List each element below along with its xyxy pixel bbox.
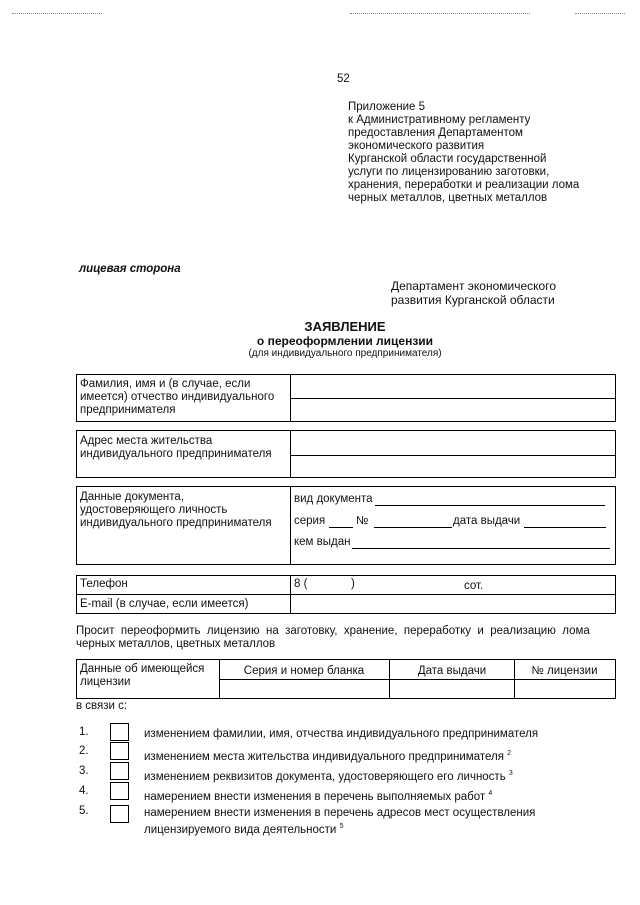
reason-text: изменением реквизитов документа, удостоверяющего его личность $^3$ bbox=[144, 770, 513, 783]
document-label: Данные документа, удостоверяющего личность индивидуального предпринимателя bbox=[80, 491, 272, 529]
fio-input[interactable] bbox=[292, 376, 612, 419]
addressee-line: развития Курганской области bbox=[391, 293, 555, 307]
reason-number: 5. bbox=[79, 805, 89, 817]
appendix-line: предоставления Департаментом bbox=[348, 127, 523, 139]
license-number-input[interactable] bbox=[516, 681, 612, 696]
title-sub: о переоформлении лицензии bbox=[256, 334, 434, 348]
contact-inner-line bbox=[76, 594, 615, 595]
doc-issued-field[interactable] bbox=[352, 548, 610, 549]
address-divider bbox=[290, 430, 291, 477]
fio-label: Фамилия, имя и (в случае, если имеется) отчество индивидуального предпринимателя bbox=[80, 378, 275, 416]
doc-series-field[interactable] bbox=[329, 527, 353, 528]
appendix-line: экономического развития bbox=[348, 140, 485, 152]
doc-number-label: № bbox=[356, 515, 369, 527]
appendix-line: услуги по лицензированию заготовки, bbox=[348, 166, 550, 178]
reason-checkbox[interactable] bbox=[110, 805, 129, 823]
license-inner-line bbox=[219, 679, 615, 680]
address-input[interactable] bbox=[292, 432, 612, 475]
title-main: ЗАЯВЛЕНИЕ bbox=[304, 319, 386, 334]
doc-type-field[interactable] bbox=[375, 505, 605, 506]
reason-checkbox[interactable] bbox=[110, 782, 129, 800]
appendix-line: черных металлов, цветных металлов bbox=[348, 192, 548, 204]
document-title bbox=[230, 319, 460, 360]
phone-input[interactable] bbox=[306, 577, 350, 592]
email-input[interactable] bbox=[292, 596, 612, 611]
reason-text: намерением внести изменения в перечень выполняемых работ $^4$ bbox=[144, 790, 493, 803]
license-col2-header: Серия и номер бланка bbox=[243, 665, 365, 677]
doc-series-label: серия bbox=[294, 515, 326, 527]
address-label: Адрес места жительства индивидуального предпринимателя bbox=[80, 435, 272, 460]
addressee bbox=[391, 279, 556, 307]
scan-artifact-line bbox=[575, 13, 625, 14]
document-divider bbox=[290, 486, 291, 564]
appendix-line: Приложение 5 bbox=[348, 101, 426, 113]
license-series-input[interactable] bbox=[221, 681, 387, 696]
doc-number-field[interactable] bbox=[374, 527, 452, 528]
doc-date-field[interactable] bbox=[524, 527, 606, 528]
reason-checkbox[interactable] bbox=[110, 723, 129, 741]
reason-text: намерением внести изменения в перечень адресов мест осуществления лицензируемого вида деятельности $^5$ bbox=[144, 807, 536, 836]
title-note: (для индивидуального предпринимателя) bbox=[248, 348, 442, 359]
request-text: Просит переоформить лицензию на заготовку, хранение, переработку и реализацию лома черных металлов, цветных металлов bbox=[76, 625, 590, 650]
doc-type-label: вид документа bbox=[294, 493, 373, 505]
reason-number: 4. bbox=[79, 785, 89, 797]
doc-date-label: дата выдачи bbox=[453, 515, 521, 527]
email-label: E-mail (в случае, если имеется) bbox=[80, 598, 249, 610]
side-label: лицевая сторона bbox=[79, 263, 181, 275]
appendix-line: к Административному регламенту bbox=[348, 114, 531, 126]
appendix-line: Курганской области государственной bbox=[348, 153, 547, 165]
appendix-block bbox=[348, 101, 618, 205]
page-number: 52 bbox=[337, 73, 350, 85]
in-connection-label: в связи с: bbox=[76, 700, 128, 712]
reason-number: 3. bbox=[79, 765, 89, 777]
phone-mobile-label: сот. bbox=[464, 580, 484, 592]
phone-paren: ) bbox=[351, 578, 355, 590]
phone-prefix: 8 ( bbox=[294, 578, 308, 590]
addressee-line: Департамент экономического bbox=[391, 279, 557, 293]
reason-text: изменением фамилии, имя, отчества индивидуального предпринимателя bbox=[144, 728, 539, 740]
reason-checkbox[interactable] bbox=[110, 742, 129, 760]
scan-artifact-line bbox=[12, 13, 102, 14]
license-col3-header: Дата выдачи bbox=[417, 665, 487, 677]
reason-text: изменением места жительства индивидуального предпринимателя $^2$ bbox=[144, 750, 512, 763]
reason-checkbox[interactable] bbox=[110, 762, 129, 780]
phone-label: Телефон bbox=[80, 578, 128, 590]
reason-number: 1. bbox=[79, 726, 89, 738]
appendix-line: хранения, переработки и реализации лома bbox=[348, 179, 580, 191]
doc-issued-label: кем выдан bbox=[294, 536, 351, 548]
reason-number: 2. bbox=[79, 745, 89, 757]
license-col4-header: № лицензии bbox=[531, 665, 598, 677]
scan-artifact-line bbox=[350, 13, 530, 14]
license-col1-header: Данные об имеющейся лицензии bbox=[80, 663, 205, 688]
license-date-input[interactable] bbox=[391, 681, 512, 696]
